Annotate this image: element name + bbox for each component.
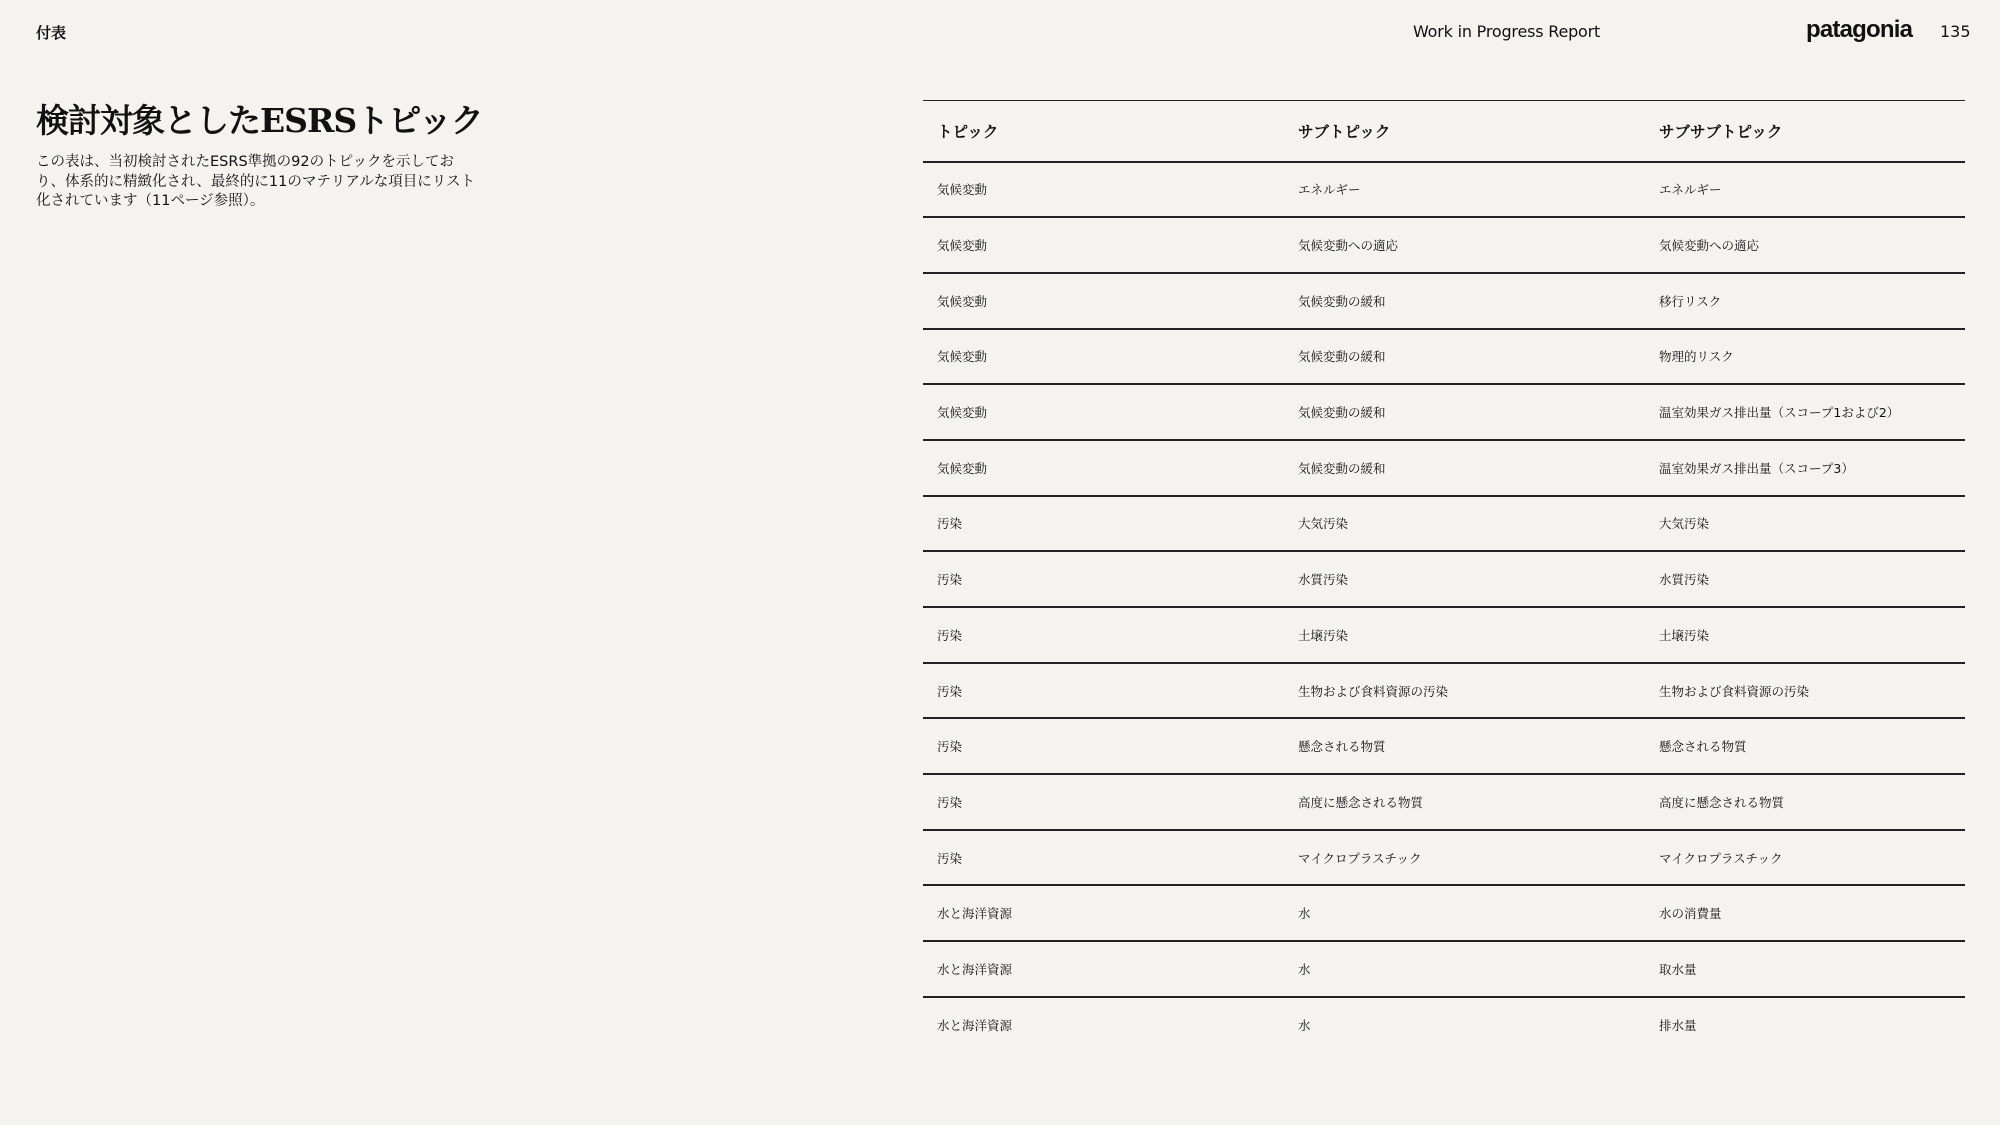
table-row — [923, 162, 1965, 218]
cell-topic: 水と海洋資源 — [923, 941, 1284, 997]
cell-topic: 気候変動 — [923, 384, 1284, 440]
cell-subtopic: 高度に懸念される物質 — [1284, 774, 1645, 830]
table-row — [923, 273, 1965, 329]
cell-sub-subtopic: エネルギー — [1645, 162, 1965, 218]
cell-topic: 気候変動 — [923, 273, 1284, 329]
table-row — [923, 217, 1965, 273]
cell-sub-subtopic: 移行リスク — [1645, 273, 1965, 329]
cell-topic: 水と海洋資源 — [937, 1018, 1013, 1034]
table-row — [923, 718, 1965, 774]
cell-topic: 汚染 — [923, 663, 1284, 719]
cell-topic: 汚染 — [923, 496, 1284, 552]
table-row — [923, 440, 1965, 496]
cell-subtopic: エネルギー — [1284, 162, 1645, 218]
cell-sub-subtopic: 高度に懸念される物質 — [1645, 774, 1965, 830]
cell-sub-subtopic: 温室効果ガス排出量（スコープ1および2） — [1645, 384, 1965, 440]
cell-subtopic: マイクロプラスチック — [1284, 830, 1645, 886]
table-row — [923, 830, 1965, 886]
page-title: 検討対象としたESRSトピック — [36, 101, 483, 140]
table-row — [923, 329, 1965, 385]
table-row — [923, 384, 1965, 440]
cell-subtopic: 土壌汚染 — [1284, 607, 1645, 663]
cell-subtopic: 懸念される物質 — [1284, 718, 1645, 774]
cell-subtopic: 生物および食料資源の汚染 — [1284, 663, 1645, 719]
cell-sub-subtopic: 物理的リスク — [1645, 329, 1965, 385]
cell-subtopic: 気候変動への適応 — [1284, 217, 1645, 273]
cell-sub-subtopic: 生物および食料資源の汚染 — [1645, 663, 1965, 719]
cell-topic: 気候変動 — [923, 162, 1284, 218]
cell-sub-subtopic: 懸念される物質 — [1645, 718, 1965, 774]
cell-subtopic: 大気汚染 — [1284, 496, 1645, 552]
cell-sub-subtopic: 土壌汚染 — [1645, 607, 1965, 663]
cell-subtopic: 気候変動の緩和 — [1284, 329, 1645, 385]
cell-topic: 気候変動 — [923, 440, 1284, 496]
cell-topic: 汚染 — [923, 774, 1284, 830]
table-row — [923, 885, 1965, 941]
cell-sub-subtopic: 取水量 — [1645, 941, 1965, 997]
table-row — [923, 551, 1965, 607]
cell-sub-subtopic: 気候変動への適応 — [1645, 217, 1965, 273]
cell-sub-subtopic: 水質汚染 — [1645, 551, 1965, 607]
table-row — [923, 774, 1965, 830]
cell-subtopic: 水 — [1298, 1018, 1311, 1034]
page-number: 135 — [1940, 22, 1971, 41]
cell-sub-subtopic: 排水量 — [1659, 1018, 1697, 1034]
report-title: Work in Progress Report — [1413, 22, 1601, 41]
table-row — [923, 496, 1965, 552]
cell-topic: 汚染 — [923, 607, 1284, 663]
table-row — [923, 607, 1965, 663]
cell-topic: 気候変動 — [923, 217, 1284, 273]
brand-logo: patagonia — [1806, 16, 1913, 43]
esrs-topic-table — [923, 100, 1965, 1053]
intro-description: この表は、当初検討されたESRS準拠の92のトピックを示しており、体系的に精緻化され、最終的に11のマテリアルな項目にリスト化されています（11ページ参照）。 — [36, 154, 475, 209]
column-header-topic: トピック — [923, 101, 1284, 162]
table-row — [923, 941, 1965, 997]
cell-topic: 水と海洋資源 — [923, 885, 1284, 941]
table-header-row — [923, 101, 1965, 162]
cell-sub-subtopic: 水の消費量 — [1645, 885, 1965, 941]
cell-sub-subtopic: 温室効果ガス排出量（スコープ3） — [1645, 440, 1965, 496]
cell-sub-subtopic: 大気汚染 — [1645, 496, 1965, 552]
table-body — [923, 162, 1965, 1053]
cell-subtopic: 水質汚染 — [1284, 551, 1645, 607]
cell-subtopic: 気候変動の緩和 — [1284, 384, 1645, 440]
cell-topic: 汚染 — [923, 830, 1284, 886]
cell-subtopic: 気候変動の緩和 — [1284, 273, 1645, 329]
cell-subtopic: 水 — [1284, 885, 1645, 941]
cell-subtopic: 水 — [1284, 941, 1645, 997]
cell-topic: 気候変動 — [923, 329, 1284, 385]
table-row — [923, 997, 1965, 1053]
cell-topic: 汚染 — [923, 551, 1284, 607]
cell-subtopic: 気候変動の緩和 — [1284, 440, 1645, 496]
cell-topic: 汚染 — [923, 718, 1284, 774]
cell-sub-subtopic: マイクロプラスチック — [1645, 830, 1965, 886]
column-header-sub-subtopic: サブサブトピック — [1645, 101, 1965, 162]
table-row — [923, 663, 1965, 719]
section-label: 付表 — [36, 24, 67, 42]
column-header-subtopic: サブトピック — [1284, 101, 1645, 162]
